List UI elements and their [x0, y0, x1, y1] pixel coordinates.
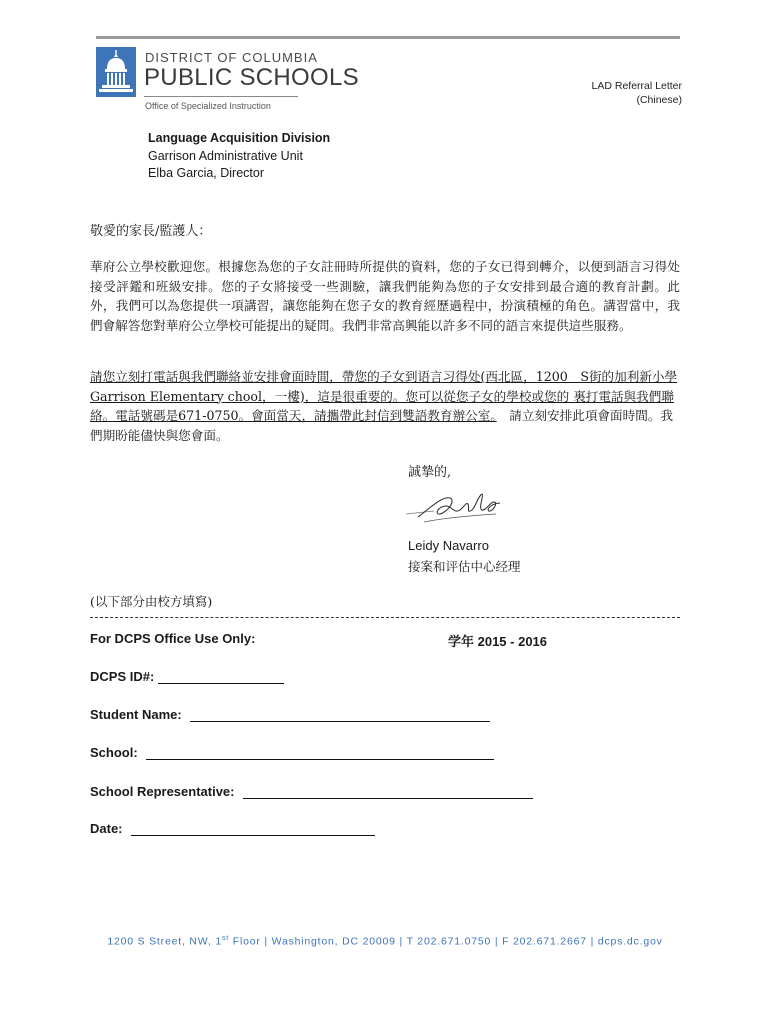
division-name: Language Acquisition Division — [148, 131, 331, 145]
school-use-note: (以下部分由校方填寫) — [90, 594, 213, 609]
referral-language: (Chinese) — [636, 94, 682, 106]
logo-office-text: Office of Specialized Instruction — [145, 101, 271, 111]
dcps-id-field — [90, 669, 284, 684]
letter-paragraph-2-rest: 請立刻安排此項會面時間。我們期盼能儘快與您會面。 — [90, 408, 673, 443]
referral-note — [592, 79, 682, 107]
header-rule — [96, 36, 680, 39]
footer-address-sup: st — [221, 935, 230, 942]
school-field — [90, 745, 494, 760]
referral-title: LAD Referral Letter — [591, 80, 682, 92]
letter-paragraph-1: 華府公立學校歡迎您。根據您為您的子女註冊時所提供的資料，您的子女已得到轉介，以便到語言习得处接受評鑑和班級安排。您的子女將接受一些測驗，讓我們能夠為您的子女安排到最合適的教育計劃。此外，我們可以為您提供一項講習，讓您能夠在您子女的教育經歷過程中，扮演積極的角色。講習當中，我們會解答您對華府公立學校可能提出的疑問。我們非常高興能以許多不同的語言來提供這些服務。 — [90, 259, 680, 333]
footer-address-end: Floor | Washington, DC 20009 | T 202.671.0750 | F 202.671.2667 | dcps.dc.gov — [229, 935, 663, 948]
signature-image — [404, 484, 504, 528]
school-rep-field — [90, 784, 533, 799]
capitol-dome-icon — [96, 47, 136, 97]
dcps-logo — [96, 47, 359, 117]
signer-name: Leidy Navarro — [408, 538, 489, 553]
division-unit: Garrison Administrative Unit — [148, 148, 303, 163]
letter-greeting: 敬愛的家長/監護人： — [90, 224, 212, 239]
signer-title: 接案和评估中心经理 — [408, 559, 521, 574]
letter-closing: 誠摯的, — [408, 465, 452, 480]
student-name-field — [90, 707, 490, 722]
date-input-line[interactable] — [131, 821, 375, 836]
division-block — [148, 130, 330, 183]
letter-paragraph-2-underlined: 請您立刻打電話與我們聯絡並安排會面時間，帶您的子女到语言习得处(西北區，1200 S街的加利新小學Garrison Elementary chool，一樓)，這是很重要的。您可以從您子女的學校或您的 裏打電話與我們聯絡。電話號碼是671-0750。會面當天，請攜帶此封信到雙語教育辦公室。 — [90, 369, 678, 423]
school-label: School: — [90, 745, 138, 760]
footer-address — [0, 935, 770, 948]
dashed-divider — [90, 617, 680, 618]
footer-address-start: 1200 S Street, NW, 1 — [107, 935, 222, 948]
dcps-id-input-line[interactable] — [158, 669, 284, 684]
school-rep-label: School Representative: — [90, 784, 235, 799]
student-name-input-line[interactable] — [190, 707, 490, 722]
logo-district-text: DISTRICT OF COLUMBIA — [145, 50, 318, 65]
school-input-line[interactable] — [146, 745, 494, 760]
office-use-label: For DCPS Office Use Only: — [90, 631, 256, 646]
school-year-label: 学年 2015 - 2016 — [448, 634, 548, 649]
date-field — [90, 821, 375, 836]
division-director: Elba Garcia, Director — [148, 166, 265, 180]
school-rep-input-line[interactable] — [243, 784, 533, 799]
dcps-id-label: DCPS ID#: — [90, 669, 155, 684]
letter-paragraph-2 — [90, 367, 680, 445]
student-name-label: Student Name: — [90, 707, 182, 722]
logo-public-schools-text: PUBLIC SCHOOLS — [144, 64, 359, 91]
date-label: Date: — [90, 821, 123, 836]
logo-divider — [144, 96, 298, 97]
